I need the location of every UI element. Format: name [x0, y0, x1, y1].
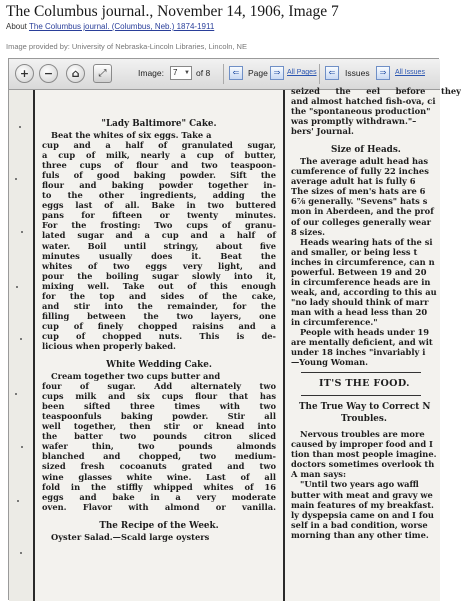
text-line: powerful. Between 19 and 20: [291, 266, 427, 277]
arrow-left-icon: ⇐: [232, 68, 240, 77]
heading-white-wedding-cake: White Wedding Cake.: [106, 360, 212, 371]
text-line: butter with meat and gravy we: [291, 489, 433, 500]
text-line: cup of chopped nuts. This is de-: [42, 330, 276, 341]
text-line: and almost hatched fish-ova, ci: [291, 96, 436, 107]
text-line: ly dyspepsia came on and I fou: [291, 509, 434, 520]
chevron-down-icon: ▼: [184, 70, 190, 76]
text-line: Heads wearing hats of the si: [300, 236, 433, 247]
text-line: wafer thin, two pounds almonds: [42, 441, 276, 452]
fullscreen-button[interactable]: [93, 64, 112, 83]
recipe-lady-baltimore-body: [42, 130, 276, 351]
text-line: in circumference.": [291, 316, 378, 327]
text-line: morning than any other time.: [291, 529, 429, 540]
recipe-white-wedding-body: [42, 371, 276, 512]
text-line: in circumference heads are in: [291, 276, 431, 287]
text-line: and smaller, or being less t: [291, 246, 418, 257]
right-column: [291, 86, 461, 540]
home-button[interactable]: [66, 64, 85, 83]
zoom-out-icon: −: [43, 67, 54, 80]
eel-article-tail: [291, 86, 461, 136]
text-line: seized the eel before they: [291, 86, 461, 96]
toolbar-divider: [319, 64, 320, 84]
heading-recipe-of-the-week: The Recipe of the Week.: [99, 520, 219, 531]
scan-speck: [21, 231, 23, 233]
spacer: [42, 351, 276, 359]
home-icon: ⌂: [71, 67, 80, 80]
size-of-heads-body: [291, 156, 461, 367]
text-line: weak, and, according to this au: [291, 286, 437, 297]
column-rule: [283, 90, 285, 601]
scan-speck: [20, 552, 22, 554]
previous-page-button[interactable]: [229, 66, 243, 80]
text-line: pour the boiling sugar slowly into it,: [42, 270, 276, 281]
text-line: fold in the stiffly whipped whites of 16: [42, 481, 276, 492]
text-line: licious when properly baked.: [42, 340, 176, 351]
scan-speck: [15, 393, 17, 395]
left-column: [42, 118, 276, 542]
arrow-left-icon: ⇐: [328, 68, 336, 77]
text-line: The sizes of men's hats are 6: [291, 186, 426, 197]
text-line: eggs and bake in a very moderate: [42, 491, 276, 502]
text-line: well together, then stir or knead into: [42, 421, 276, 432]
arrow-right-icon: ⇒: [273, 68, 281, 77]
about-line: [6, 22, 214, 31]
about-prefix: About: [6, 22, 27, 31]
text-line: and stir into the remainder, for the: [42, 300, 276, 311]
text-line: 6⅞ generally. "Sevens" hats s: [291, 196, 428, 207]
text-line: fuls of good baking powder. Sift the: [42, 170, 276, 181]
page-header: [0, 0, 439, 62]
text-line: was promptly withdrawn."–: [291, 116, 417, 127]
next-page-button[interactable]: [270, 66, 284, 80]
text-line: For the frosting: Two cups of granu-: [42, 220, 276, 231]
heading-true-way-to-correct: The True Way to Correct N: [299, 402, 431, 413]
its-the-food-body: [291, 429, 461, 540]
text-line: doctors sometimes overlook th: [291, 459, 435, 470]
image-of-count: of 8: [196, 68, 211, 78]
previous-issue-button[interactable]: [325, 66, 339, 80]
zoom-in-icon: +: [19, 67, 30, 80]
text-line: mon in Aberdeen, and the prof: [291, 206, 434, 217]
text-line: average adult hat is fully 6: [291, 176, 416, 187]
article-divider: [301, 372, 421, 373]
scan-speck: [17, 500, 19, 502]
text-line: Beat the whites of six eggs. Take a: [51, 130, 212, 140]
text-line: been sifted three times with two: [42, 401, 276, 412]
text-line: "no lady should think of marr: [291, 296, 429, 307]
issues-label: Issues: [345, 68, 370, 78]
text-line: are mentally deficient, and wit: [291, 337, 433, 348]
text-line: blanched and chopped, two medium-: [42, 451, 276, 462]
text-line: 8 sizes.: [291, 226, 326, 237]
text-line: for the top and sides of the cake,: [42, 290, 276, 301]
text-line: bers' Journal.: [291, 126, 354, 137]
scan-speck: [19, 126, 21, 128]
text-line: minutes usually does it. Beat the: [42, 250, 276, 261]
text-line: inches in circumference, can n: [291, 256, 435, 267]
text-line: mixing well. Take out of this enough: [42, 280, 276, 291]
text-line: cups milk and six cups flour that has: [42, 391, 276, 402]
text-line: A man says:: [291, 469, 347, 480]
image-select-value: 7: [173, 68, 178, 77]
scan-gutter: [9, 90, 33, 601]
text-line: to the other ingredients, adding the: [42, 190, 276, 201]
text-line: cup of finely chopped raisins and a: [42, 320, 276, 331]
text-line: main features of my breakfast.: [291, 499, 434, 510]
text-line: the "spontaneous production": [291, 106, 431, 117]
text-line: People with heads under 19: [300, 327, 429, 338]
zoom-out-button[interactable]: [39, 64, 58, 83]
text-line: "Until two years ago waffl: [300, 479, 419, 490]
title-link[interactable]: The Columbus journal. (Columbus, Neb.) 1874-1911: [28, 22, 215, 31]
text-line: whites of two eggs very light, and: [42, 260, 276, 271]
image-viewer: [8, 58, 461, 600]
text-line: water. Boil until stringy, about five: [42, 240, 276, 251]
text-line: Cream together two cups butter and: [51, 371, 221, 382]
text-line: filling between the two layers, one: [42, 310, 276, 321]
spacer: [291, 136, 461, 144]
text-line: tion than most people imagine.: [291, 449, 437, 460]
page-label: Page: [248, 68, 268, 78]
text-line: flour and baking powder together in-: [42, 180, 276, 191]
scan-speck: [16, 286, 18, 288]
article-divider: [301, 395, 421, 396]
text-line: wine glasses white wine. Last of all: [42, 471, 276, 482]
image-select[interactable]: [170, 66, 192, 80]
text-line: cumference of fully 22 inches: [291, 166, 429, 177]
text-line: —Young Woman.: [291, 357, 369, 368]
text-line: cup and a half of granulated sugar,: [42, 140, 276, 151]
image-credit: Image provided by: University of Nebraska-Lincoln Libraries, Lincoln, NE: [6, 42, 247, 51]
page-title: The Columbus journal., November 14, 1906, Image 7: [6, 3, 339, 20]
text-line: lated sugar and a cup and a half of: [42, 230, 276, 241]
heading-size-of-heads: Size of Heads.: [331, 145, 401, 156]
next-issue-button[interactable]: [376, 66, 390, 80]
text-line: pans for fifteen or twenty minutes.: [42, 210, 276, 221]
scan-speck: [15, 178, 17, 180]
text-line: the batter two pounds citron sliced: [42, 431, 276, 442]
column-rule: [33, 90, 35, 601]
fullscreen-icon: ⤢: [98, 68, 107, 79]
text-line: oven. Flavor with almond or vanilla.: [42, 501, 276, 512]
text-line: man with a head less than 20: [291, 306, 428, 317]
all-pages-link[interactable]: All Pages: [287, 69, 317, 76]
text-line: of our colleges generally wear: [291, 216, 431, 227]
text-line: sized fresh cocoanuts grated and two: [42, 461, 276, 472]
text-line: The average adult head has: [300, 156, 429, 167]
text-line: caused by improper food and I: [291, 439, 433, 450]
text-line: Oyster Salad.—Scald large oysters: [51, 531, 210, 542]
zoom-in-button[interactable]: [15, 64, 34, 83]
heading-troubles: Troubles.: [341, 414, 387, 425]
text-line: eggs last of all. Bake in two buttered: [42, 200, 276, 211]
image-label: Image:: [138, 68, 164, 78]
arrow-right-icon: ⇒: [379, 68, 387, 77]
toolbar-divider: [223, 64, 224, 84]
text-line: three cups of flour and two teaspoon-: [42, 160, 276, 171]
text-line: under 18 inches "invariably i: [291, 347, 426, 358]
spacer: [42, 512, 276, 520]
text-line: four of sugar. Add alternately two: [42, 381, 276, 392]
text-line: self in a bad condition, worse: [291, 519, 428, 530]
heading-lady-baltimore-cake: "Lady Baltimore" Cake.: [101, 119, 217, 129]
newspaper-scan[interactable]: [9, 86, 461, 601]
text-line: a cup of milk, nearly a cup of butter,: [42, 150, 276, 161]
scan-speck: [20, 338, 22, 340]
all-issues-link[interactable]: All Issues: [395, 69, 425, 76]
recipe-of-week-body: [42, 532, 276, 542]
text-line: teaspoonfuls baking powder. Stir all: [42, 411, 276, 422]
scan-speck: [21, 446, 23, 448]
heading-its-the-food: IT'S THE FOOD.: [319, 378, 410, 390]
text-line: Nervous troubles are more: [300, 429, 425, 440]
